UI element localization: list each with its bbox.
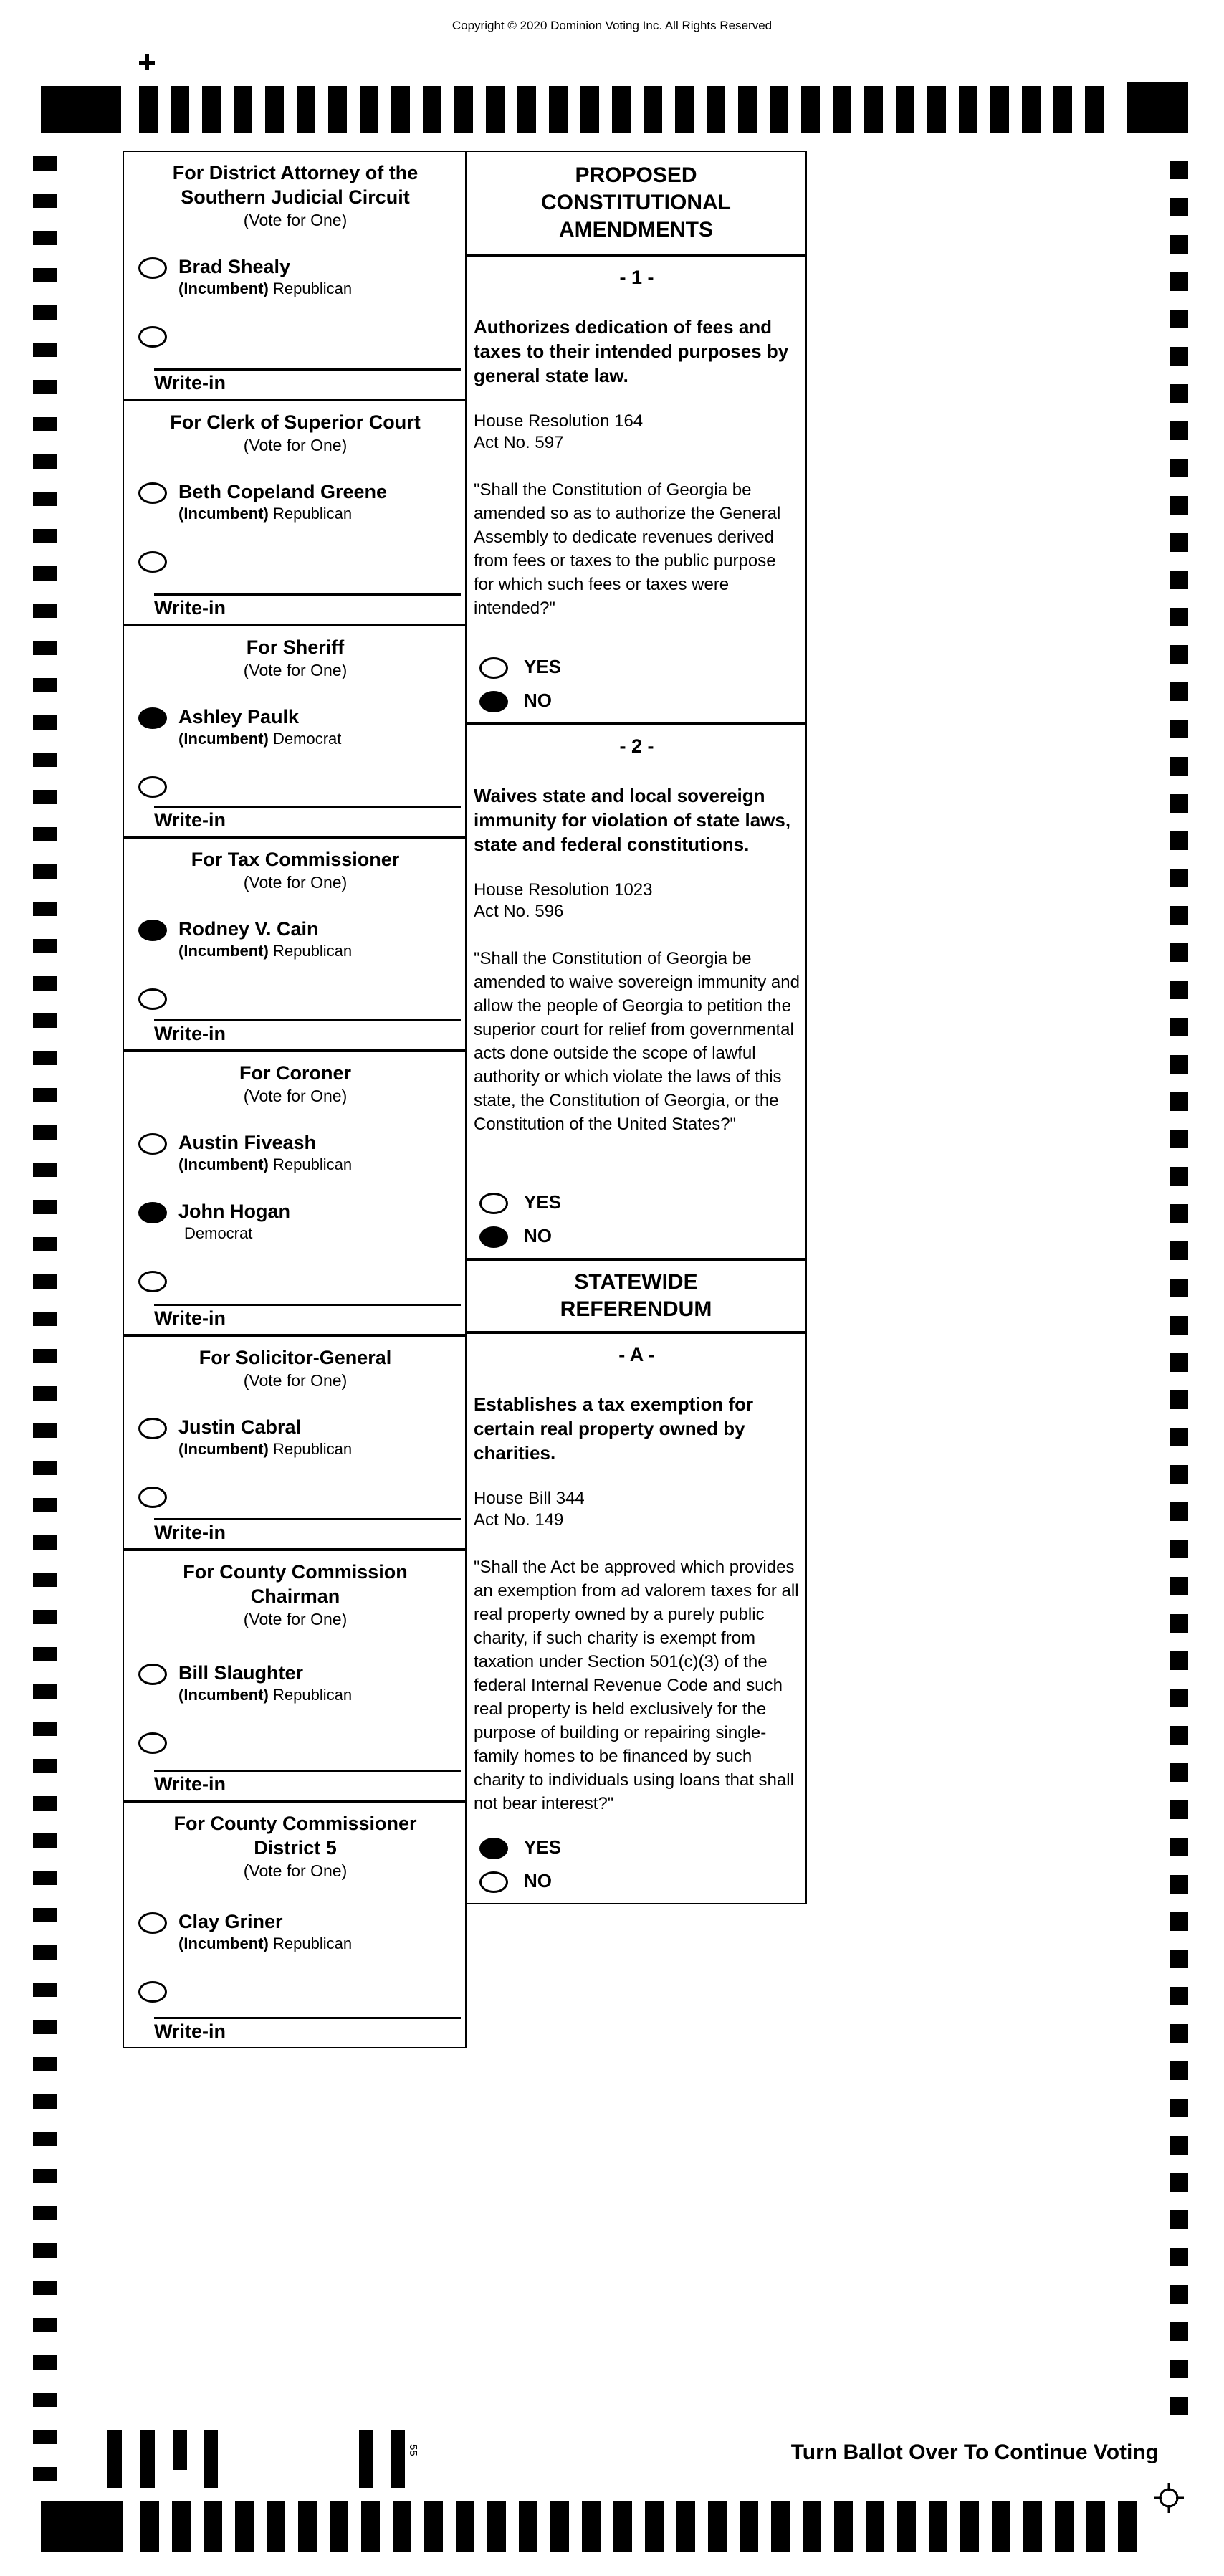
measure-question: "Shall the Constitution of Georgia be amended so as to authorize the General Assembly to dedicate revenues derived from fees or taxes to the public purpose for which such fees or taxes were intended?" bbox=[474, 480, 781, 618]
timing-mark-block bbox=[41, 2501, 123, 2552]
candidate-name: Justin Cabral bbox=[178, 1416, 302, 1438]
measure-number: - 2 - bbox=[619, 735, 654, 757]
no-oval[interactable] bbox=[479, 1871, 508, 1893]
contest-column bbox=[123, 151, 467, 2048]
contest-title: For Coroner bbox=[239, 1062, 351, 1084]
measure-letter: - A - bbox=[618, 1344, 655, 1365]
write-in-option bbox=[138, 1730, 459, 1754]
yes-choice bbox=[479, 655, 561, 679]
stub-barcode-bar bbox=[140, 2430, 155, 2488]
write-in-oval[interactable] bbox=[138, 1732, 167, 1754]
incumbent-label: (Incumbent) bbox=[178, 942, 269, 960]
party-label: Democrat bbox=[184, 1224, 253, 1242]
incumbent-label: (Incumbent) bbox=[178, 505, 269, 523]
no-label: NO bbox=[524, 690, 552, 711]
write-in-label: Write-in bbox=[154, 1522, 226, 1543]
party-label: Democrat bbox=[273, 730, 342, 748]
contest-sheriff bbox=[123, 625, 467, 837]
write-in-label: Write-in bbox=[154, 372, 226, 393]
write-in-oval[interactable] bbox=[138, 776, 167, 798]
write-in-area bbox=[154, 1770, 461, 1795]
write-in-oval[interactable] bbox=[138, 1487, 167, 1508]
contest-clerk-superior-court bbox=[123, 400, 467, 625]
incumbent-label: (Incumbent) bbox=[178, 730, 269, 748]
candidate-party bbox=[178, 1684, 352, 1706]
candidate-name: Rodney V. Cain bbox=[178, 918, 319, 940]
vote-oval[interactable] bbox=[138, 1418, 167, 1439]
write-in-option bbox=[138, 549, 459, 573]
candidate-option bbox=[138, 1661, 459, 1706]
measure-summary: Waives state and local sovereign immunity for violation of state laws, state and federal constitutions. bbox=[474, 785, 791, 855]
write-in-label: Write-in bbox=[154, 1307, 226, 1329]
contest-title: For Clerk of Superior Court bbox=[170, 411, 421, 433]
vote-for-instruction: (Vote for One) bbox=[243, 436, 348, 454]
write-in-label: Write-in bbox=[154, 1773, 226, 1795]
contest-district-attorney bbox=[123, 151, 467, 400]
stub-barcode-bar bbox=[107, 2430, 122, 2488]
registration-crosshair-icon bbox=[1152, 2481, 1185, 2518]
candidate-option bbox=[138, 917, 459, 962]
party-label: Republican bbox=[273, 1440, 353, 1458]
write-in-option bbox=[138, 1269, 459, 1292]
vote-oval[interactable] bbox=[138, 1664, 167, 1685]
write-in-label: Write-in bbox=[154, 2021, 226, 2042]
vote-oval[interactable] bbox=[138, 1912, 167, 1934]
yes-label: YES bbox=[524, 1191, 562, 1213]
contest-title: For Solicitor-General bbox=[199, 1347, 392, 1368]
measure-references: House Bill 344 Act No. 149 bbox=[474, 1489, 585, 1530]
write-in-area bbox=[154, 1304, 461, 1330]
incumbent-label: (Incumbent) bbox=[178, 1686, 269, 1704]
contest-title: For District Attorney of the Southern Judicial Circuit bbox=[172, 162, 419, 208]
candidate-party bbox=[178, 1933, 352, 1955]
write-in-oval[interactable] bbox=[138, 551, 167, 573]
write-in-area bbox=[154, 806, 461, 831]
candidate-party bbox=[178, 1154, 352, 1175]
timing-mark-block bbox=[41, 86, 121, 133]
candidate-name: Brad Shealy bbox=[178, 256, 291, 277]
vote-for-instruction: (Vote for One) bbox=[243, 1087, 348, 1105]
write-in-label: Write-in bbox=[154, 597, 226, 619]
vote-for-instruction: (Vote for One) bbox=[243, 661, 348, 679]
candidate-name: Bill Slaughter bbox=[178, 1662, 304, 1684]
no-choice bbox=[479, 1869, 561, 1893]
candidate-name: Clay Griner bbox=[178, 1911, 283, 1932]
candidate-name: John Hogan bbox=[178, 1201, 290, 1222]
contest-tax-commissioner bbox=[123, 837, 467, 1051]
write-in-area bbox=[154, 368, 461, 394]
measures-column bbox=[465, 151, 807, 1904]
yes-label: YES bbox=[524, 1836, 562, 1858]
candidate-option bbox=[138, 1200, 459, 1244]
party-label: Republican bbox=[273, 1155, 353, 1173]
write-in-option bbox=[138, 986, 459, 1010]
vote-oval[interactable] bbox=[138, 1202, 167, 1223]
vote-for-instruction: (Vote for One) bbox=[243, 873, 348, 892]
timing-mark-block bbox=[1127, 82, 1188, 133]
write-in-oval[interactable] bbox=[138, 1981, 167, 2003]
write-in-area bbox=[154, 593, 461, 619]
incumbent-label: (Incumbent) bbox=[178, 1155, 269, 1173]
amendment-1-section bbox=[465, 255, 807, 724]
vote-for-instruction: (Vote for One) bbox=[243, 1861, 348, 1880]
vote-oval[interactable] bbox=[138, 257, 167, 279]
candidate-option bbox=[138, 705, 459, 750]
candidate-name: Austin Fiveash bbox=[178, 1132, 317, 1153]
proposed-amendments-header: PROPOSED CONSTITUTIONAL AMENDMENTS bbox=[465, 151, 807, 255]
candidate-option bbox=[138, 480, 459, 525]
candidate-option bbox=[138, 255, 459, 300]
turn-ballot-over-text: Turn Ballot Over To Continue Voting bbox=[790, 2441, 1159, 2464]
candidate-name: Beth Copeland Greene bbox=[178, 481, 388, 502]
vote-oval[interactable] bbox=[138, 1133, 167, 1155]
measure-question: "Shall the Constitution of Georgia be amended to waive sovereign immunity and allow the people of Georgia to petition the superior court for relief from governmental acts done outside the scope of lawful authority or which violate the laws of this state, the Constitution of Georgia, or the Constitution of the United States?" bbox=[474, 949, 800, 1134]
yes-oval[interactable] bbox=[479, 1193, 508, 1214]
write-in-label: Write-in bbox=[154, 809, 226, 831]
party-label: Republican bbox=[273, 1935, 353, 1952]
stub-number: 55 bbox=[407, 2444, 419, 2456]
write-in-area bbox=[154, 1518, 461, 1544]
vote-oval[interactable] bbox=[138, 920, 167, 941]
incumbent-label: (Incumbent) bbox=[178, 1935, 269, 1952]
amendment-2-section bbox=[465, 724, 807, 1259]
measure-number: - 1 - bbox=[619, 267, 654, 288]
no-label: NO bbox=[524, 1870, 552, 1892]
yes-no-choices bbox=[479, 1826, 561, 1893]
write-in-oval[interactable] bbox=[138, 326, 167, 348]
candidate-option bbox=[138, 1416, 459, 1460]
stub-barcode-bar bbox=[173, 2430, 187, 2470]
measure-references: House Resolution 1023 Act No. 596 bbox=[474, 880, 653, 921]
stub-barcode-bar bbox=[204, 2430, 218, 2488]
stub-barcode-bar bbox=[359, 2430, 373, 2488]
yes-label: YES bbox=[524, 656, 562, 677]
timing-mark-column-right bbox=[1170, 161, 1188, 2415]
candidate-party bbox=[178, 1223, 290, 1244]
yes-choice bbox=[479, 1191, 561, 1214]
contest-title: For County Commission Chairman bbox=[183, 1561, 408, 1607]
statewide-referendum-header: STATEWIDE REFERENDUM bbox=[465, 1259, 807, 1332]
incumbent-label: (Incumbent) bbox=[178, 280, 269, 297]
party-label: Republican bbox=[273, 942, 353, 960]
contest-county-commissioner-district-5 bbox=[123, 1801, 467, 2048]
measure-question: "Shall the Act be approved which provides an exemption from ad valorem taxes for all real property owned by a purely public charity, if such charity is exempt from taxation under Section 501(c)(3) of the federal Internal Revenue Code and such real property is held exclusively for the purpose of building or repairing single-family homes to be financed by such charity to individuals using loans that shall not bear interest?" bbox=[474, 1557, 799, 1813]
stub-barcode-bar bbox=[391, 2430, 405, 2488]
contest-title: For Tax Commissioner bbox=[191, 849, 400, 870]
party-label: Republican bbox=[273, 280, 353, 297]
candidate-party bbox=[178, 940, 352, 962]
no-choice bbox=[479, 689, 561, 712]
candidate-party bbox=[178, 278, 352, 300]
incumbent-label: (Incumbent) bbox=[178, 1440, 269, 1458]
yes-oval[interactable] bbox=[479, 657, 508, 679]
write-in-option bbox=[138, 774, 459, 798]
contest-county-commission-chairman bbox=[123, 1550, 467, 1801]
write-in-option bbox=[138, 1484, 459, 1508]
vote-for-instruction: (Vote for One) bbox=[243, 1371, 348, 1390]
copyright-text: Copyright © 2020 Dominion Voting Inc. All Rights Reserved bbox=[451, 19, 773, 32]
candidate-name: Ashley Paulk bbox=[178, 706, 300, 728]
vote-for-instruction: (Vote for One) bbox=[243, 211, 348, 229]
referendum-a-section bbox=[465, 1332, 807, 1904]
write-in-label: Write-in bbox=[154, 1023, 226, 1044]
party-label: Republican bbox=[273, 505, 353, 523]
yes-no-choices bbox=[479, 645, 561, 712]
no-oval[interactable] bbox=[479, 1226, 508, 1248]
contest-coroner bbox=[123, 1051, 467, 1335]
measure-references: House Resolution 164 Act No. 597 bbox=[474, 411, 644, 452]
write-in-option bbox=[138, 1979, 459, 2003]
candidate-option bbox=[138, 1910, 459, 1955]
write-in-area bbox=[154, 1019, 461, 1045]
registration-plus-icon bbox=[139, 54, 155, 70]
candidate-party bbox=[178, 728, 341, 750]
yes-choice bbox=[479, 1836, 561, 1859]
timing-mark-row bbox=[139, 86, 1104, 133]
candidate-party bbox=[178, 1439, 352, 1460]
timing-mark-row bbox=[140, 2501, 1137, 2552]
vote-for-instruction: (Vote for One) bbox=[243, 1610, 348, 1628]
yes-no-choices bbox=[479, 1180, 561, 1248]
vote-oval[interactable] bbox=[138, 482, 167, 504]
write-in-oval[interactable] bbox=[138, 988, 167, 1010]
candidate-party bbox=[178, 503, 387, 525]
no-oval[interactable] bbox=[479, 691, 508, 712]
write-in-area bbox=[154, 2017, 461, 2043]
write-in-oval[interactable] bbox=[138, 1271, 167, 1292]
contest-title: For County Commissioner District 5 bbox=[173, 1813, 417, 1859]
no-choice bbox=[479, 1224, 561, 1248]
vote-oval[interactable] bbox=[138, 707, 167, 729]
timing-mark-column-left bbox=[33, 156, 57, 2481]
measure-summary: Authorizes dedication of fees and taxes to their intended purposes by general state law. bbox=[474, 316, 789, 386]
yes-oval[interactable] bbox=[479, 1838, 508, 1859]
candidate-option bbox=[138, 1131, 459, 1175]
write-in-option bbox=[138, 324, 459, 348]
contest-solicitor-general bbox=[123, 1335, 467, 1550]
measure-summary: Establishes a tax exemption for certain real property owned by charities. bbox=[474, 1393, 754, 1464]
contest-title: For Sheriff bbox=[246, 636, 345, 658]
no-label: NO bbox=[524, 1225, 552, 1246]
party-label: Republican bbox=[273, 1686, 353, 1704]
